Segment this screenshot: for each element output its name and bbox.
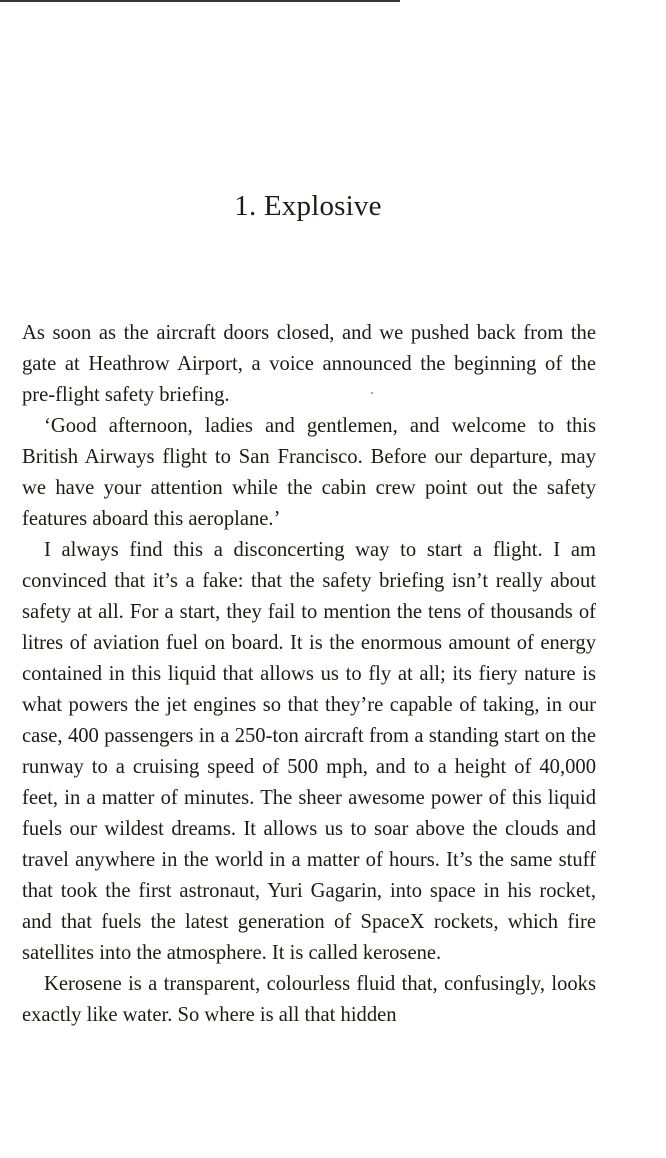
paragraph-2: ‘Good afternoon, ladies and gentlemen, and welcome to this British Airways flight to San Francisco. Before our departure, may we have your attention while the cabin crew point out the safety features aboard this aeroplane.’ [22,415,596,530]
paragraph-1: As soon as the aircraft doors closed, and we pushed back from the gate at Heathrow Airport, a voice announced the beginning of the pre-flight safety briefing. [22,322,596,406]
body-text [22,318,596,1031]
chapter-title: 1. Explosive [234,190,382,222]
paragraph-3: I always find this a disconcerting way to start a flight. I am convinced that it’s a fake: that the safety briefing isn’t really about safety at all. For a start, they fail to mention the tens of thousands of litres of aviation fuel on board. It is the enormous amount of energy contained in this liquid that allows us to fly at all; its fiery nature is what powers the jet engines so that they’re capable of taking, in our case, 400 passengers in a 250-ton aircraft from a standing start on the runway to a cruising speed of 500 mph, and to a height of 40,000 feet, in a matter of minutes. The sheer awesome power of this liquid fuels our wildest dreams. It allows us to soar above the clouds and travel anywhere in the world in a matter of hours. It’s the same stuff that took the first astronaut, Yuri Gagarin, into space in his rocket, and that fuels the latest generation of SpaceX rockets, which fire satellites into the atmosphere. It is called kerosene. [22,539,596,964]
paragraph-4: Kerosene is a transparent, colourless fluid that, confusingly, looks exactly like water. So where is all that hidden [22,973,596,1026]
top-rule [0,0,400,2]
print-speck [371,392,373,394]
